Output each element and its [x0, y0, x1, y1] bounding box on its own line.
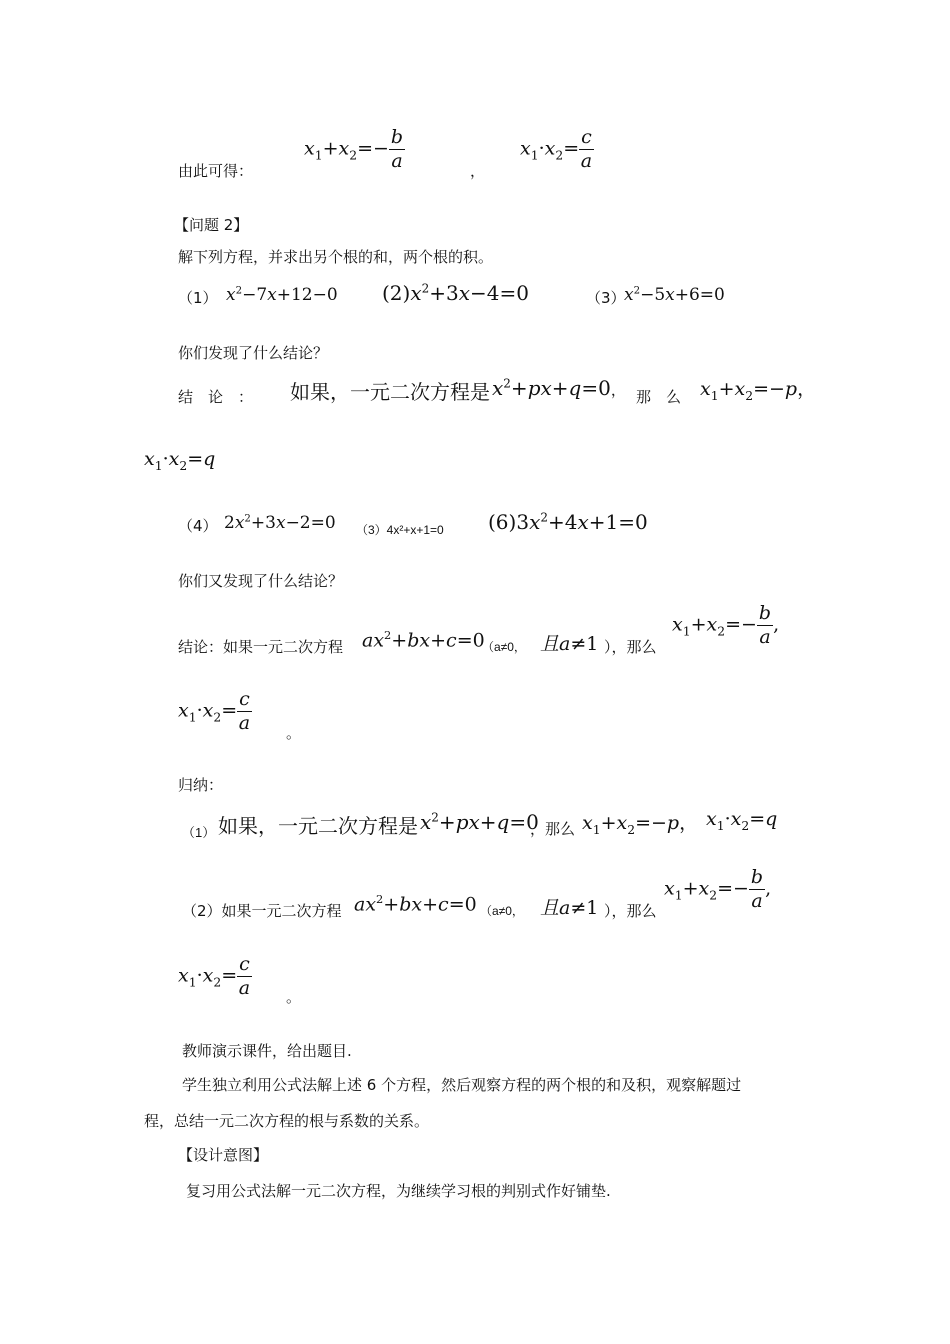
- problem-2-title: 【问题 2】: [174, 216, 249, 234]
- summary-item-2-cond-close: ），那么: [604, 902, 657, 920]
- conclusion-1-label: 结 论 ：: [178, 388, 254, 406]
- teacher-note: 教师演示课件，给出题目.: [182, 1042, 352, 1060]
- question-found-1: 你们发现了什么结论？: [178, 344, 329, 362]
- conclusion-1-product: $x_1\cdot x_2=q$: [144, 448, 216, 473]
- student-note-line-1: 学生独立利用公式法解上述 6 个方程，然后观察方程的两个根的和及积，观察解题过: [182, 1076, 742, 1094]
- equation-6: $(6)3x^2+4x+1=0$: [488, 510, 648, 534]
- summary-item-2-product: $x_1\cdot x_2=$ $\frac{c}{a}$: [178, 953, 251, 999]
- conclusion-2-cond-mid: 且: [540, 633, 560, 655]
- summary-item-1-then: ，那么: [530, 820, 576, 838]
- summary-item-2-lead: （2）如果一元二次方程: [182, 902, 342, 920]
- equation-4-label: （4）: [178, 517, 218, 535]
- conclusion-2-equation: $ax^2+bx+c=0$: [362, 628, 485, 652]
- equation-4: $2x^2+3x-2=0$: [224, 513, 336, 533]
- summary-item-2-sum: $x_1+x_2=-$ $\frac{b}{a}$ ,: [664, 866, 772, 912]
- derived-label: 由此可得：: [178, 162, 254, 180]
- conclusion-1-sum: $x_1+x_2=-p$，: [700, 378, 817, 403]
- design-intent-text: 复习用公式法解一元二次方程，为继续学习根的判别式作好铺垫.: [186, 1182, 611, 1200]
- equation-3-label: （3）: [586, 289, 626, 307]
- conclusion-2-cond-open: （a≠0，: [482, 640, 526, 654]
- summary-item-2-cond-open: （a≠0，: [480, 904, 524, 918]
- conclusion-2-product: $x_1\cdot x_2=$ $\frac{c}{a}$: [178, 688, 251, 734]
- equation-3: $x^2-5x+6=0$: [624, 285, 725, 305]
- summary-item-2-equation: $ax^2+bx+c=0$: [354, 892, 477, 916]
- summary-item-2-end: 。: [286, 988, 302, 1006]
- student-note-line-2: 程，总结一元二次方程的根与系数的关系。: [144, 1112, 430, 1130]
- conclusion-2-end: 。: [286, 724, 302, 742]
- question-found-2: 你们又发现了什么结论？: [178, 572, 344, 590]
- problem-2-instruction: 解下列方程，并求出另个根的和，两个根的积。: [178, 248, 494, 266]
- equation-1: $x^2-7x+12-0$: [226, 285, 338, 305]
- summary-item-1-lead: 如果，一元二次方程是: [218, 814, 418, 838]
- equation-5: （3）4x²+x+1=0: [356, 523, 444, 537]
- equation-1-label: （1）: [178, 289, 218, 307]
- product-formula: $x_1\cdot x_2=$ $\frac{c}{a}$: [520, 126, 593, 172]
- conclusion-1-equation: $x^2+px+q=0$，: [492, 376, 626, 400]
- summary-item-2-cond-mid: 且: [540, 897, 560, 919]
- summary-item-1-product: $x_1\cdot x_2=q$: [706, 808, 778, 833]
- summary-title: 归纳：: [178, 776, 224, 794]
- conclusion-2-lead: 结论：如果一元二次方程: [178, 638, 344, 656]
- design-intent-title: 【设计意图】: [178, 1146, 269, 1164]
- equation-2: $(2)x^2+3x-4=0$: [382, 281, 529, 305]
- summary-item-1-label: （1）: [182, 825, 216, 840]
- conclusion-1-lead: 如果，一元二次方程是: [290, 380, 490, 404]
- conclusion-2-cond-close: ），那么: [604, 638, 657, 656]
- sum-formula: $x_1+x_2=-$ $\frac{b}{a}$: [304, 126, 404, 172]
- summary-item-2-condition: 且a≠1: [540, 897, 599, 919]
- conclusion-2-sum: $x_1+x_2=-$ $\frac{b}{a}$ ,: [672, 602, 780, 648]
- conclusion-2-condition: 且a≠1: [540, 633, 599, 655]
- conclusion-1-then: 那 么: [636, 388, 682, 406]
- summary-item-1-sum: $x_1+x_2=-p$，: [582, 812, 699, 837]
- formula-comma: ，: [470, 162, 486, 180]
- summary-item-1-equation: $x^2+px+q=0$: [420, 810, 539, 834]
